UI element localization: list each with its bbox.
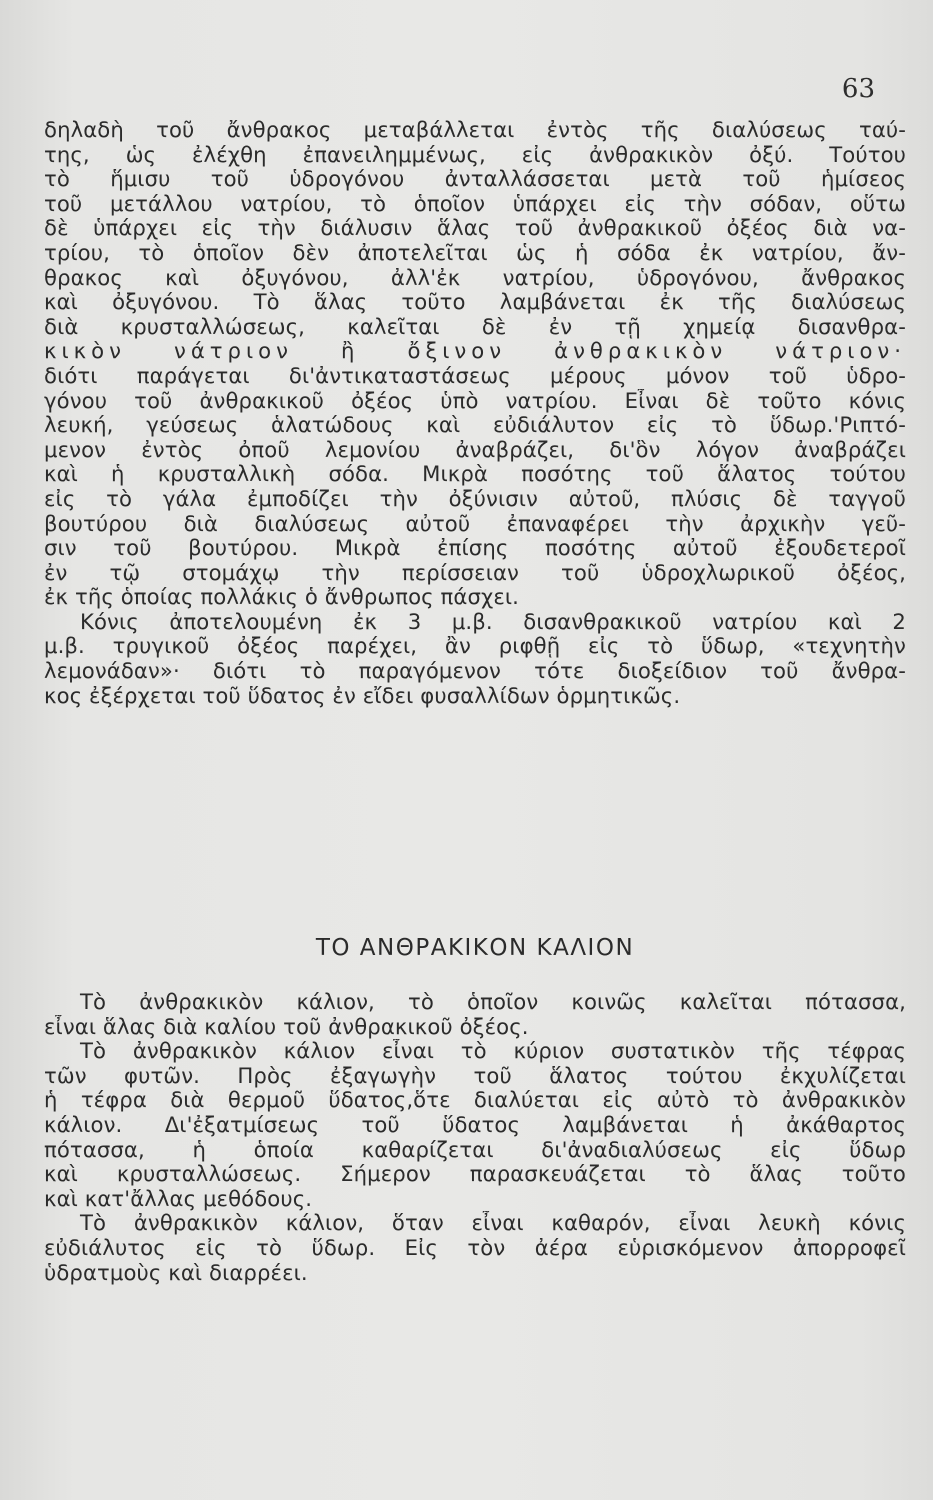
- text-line: Κόνις ἀποτελουμένη ἐκ 3 μ.β. δισανθρακικοῦ νατρίου καὶ 2: [80, 609, 906, 634]
- text-line: λευκή, γεύσεως ἁλατώδους καὶ εὐδιάλυτον εἰς τὸ ὕδωρ.'Ριπτό-: [44, 413, 906, 438]
- text-line: τὸ ἥμισυ τοῦ ὑδρογόνου ἀνταλλάσσεται μετὰ τοῦ ἡμίσεος: [44, 167, 906, 192]
- text-line: μ.β. τρυγικοῦ ὀξέος παρέχει, ἂν ριφθῇ εἰς τὸ ὕδωρ, «τεχνητὴν: [44, 634, 906, 659]
- text-line-spaced: κικὸν νάτριον ἢ ὄξινον ἀνθρακικὸν νάτριον·: [44, 339, 906, 364]
- text-line: τῶν φυτῶν. Πρὸς ἐξαγωγὴν τοῦ ἅλατος τούτου ἐκχυλίζεται: [44, 1063, 906, 1088]
- text-line: βουτύρου διὰ διαλύσεως αὐτοῦ ἐπαναφέρει τὴν ἀρχικὴν γεῦ-: [44, 511, 906, 536]
- text-line: δηλαδὴ τοῦ ἄνθρακος μεταβάλλεται ἐντὸς τῆς διαλύσεως ταύ-: [44, 118, 906, 142]
- text-line: ἐν τῷ στομάχῳ τὴν περίσσειαν τοῦ ὑδροχλωρικοῦ ὀξέος,: [44, 560, 906, 585]
- text-line: εἰς τὸ γάλα ἐμποδίζει τὴν ὀξύνισιν αὐτοῦ, πλύσις δὲ ταγγοῦ: [44, 486, 906, 511]
- text-line: Τὸ ἀνθρακικὸν κάλιον εἶναι τὸ κύριον συστατικὸν τῆς τέφρας: [80, 1039, 906, 1064]
- text-line: γόνου τοῦ ἀνθρακικοῦ ὀξέος ὑπὸ νατρίου. Εἶναι δὲ τοῦτο κόνις: [44, 388, 906, 413]
- text-line: λεμονάδαν»· διότι τὸ παραγόμενον τότε διοξείδιον τοῦ ἄνθρα-: [44, 659, 906, 684]
- text-line: διὰ κρυσταλλώσεως, καλεῖται δὲ ἐν τῇ χημείᾳ δισανθρα-: [44, 314, 906, 339]
- text-line: πότασσα, ἡ ὁποία καθαρίζεται δι'ἀναδιαλύσεως εἰς ὕδωρ: [44, 1137, 906, 1162]
- text-line: καὶ κατ'ἄλλας μεθόδους.: [44, 1186, 313, 1211]
- section-heading: ΤΟ ΑΝΘΡΑΚΙΚΟΝ ΚΑΛΙΟΝ: [315, 935, 635, 961]
- text-line: δὲ ὑπάρχει εἰς τὴν διάλυσιν ἅλας τοῦ ἀνθρακικοῦ ὀξέος διὰ να-: [44, 216, 906, 241]
- text-line: καὶ κρυσταλλώσεως. Σήμερον παρασκευάζεται τὸ ἅλας τοῦτο: [44, 1162, 906, 1187]
- text-line: ὑδρατμοὺς καὶ διαρρέει.: [44, 1260, 308, 1285]
- text-line: διότι παράγεται δι'ἀντικαταστάσεως μέρους μόνον τοῦ ὑδρο-: [44, 363, 906, 388]
- text-line: καὶ ἡ κρυσταλλικὴ σόδα. Μικρὰ ποσότης τοῦ ἅλατος τούτου: [44, 462, 906, 487]
- page-number: 63: [841, 74, 875, 104]
- text-line: εἶναι ἅλας διὰ καλίου τοῦ ἀνθρακικοῦ ὀξέος.: [44, 1014, 529, 1039]
- text-line: ἡ τέφρα διὰ θερμοῦ ὕδατος,ὅτε διαλύεται εἰς αὐτὸ τὸ ἀνθρακικὸν: [44, 1088, 906, 1113]
- text-line: της, ὡς ἐλέχθη ἐπανειλημμένως, εἰς ἀνθρακικὸν ὀξύ. Τούτου: [44, 142, 906, 167]
- text-line: τοῦ μετάλλου νατρίου, τὸ ὁποῖον ὑπάρχει εἰς τὴν σόδαν, οὕτω: [44, 191, 906, 216]
- text-line: σιν τοῦ βουτύρου. Μικρὰ ἐπίσης ποσότης αὐτοῦ ἐξουδετεροῖ: [44, 536, 906, 561]
- text-line: καὶ ὀξυγόνου. Τὸ ἅλας τοῦτο λαμβάνεται ἐκ τῆς διαλύσεως: [44, 290, 906, 315]
- text-line: τρίου, τὸ ὁποῖον δὲν ἀποτελεῖται ὡς ἡ σόδα ἐκ νατρίου, ἄν-: [44, 240, 906, 265]
- text-line: Τὸ ἀνθρακικὸν κάλιον, ὅταν εἶναι καθαρόν, εἶναι λευκὴ κόνις: [80, 1211, 906, 1236]
- text-line: εὐδιάλυτος εἰς τὸ ὕδωρ. Εἰς τὸν ἀέρα εὑρισκόμενον ἀπορροφεῖ: [44, 1235, 906, 1260]
- text-line: κάλιον. Δι'ἐξατμίσεως τοῦ ὕδατος λαμβάνεται ἡ ἀκάθαρτος: [44, 1112, 906, 1137]
- text-line: κος ἐξέρχεται τοῦ ὕδατος ἐν εἴδει φυσαλλίδων ὁρμητικῶς.: [44, 683, 681, 708]
- text-line: μενον ἐντὸς ὀποῦ λεμονίου ἀναβράζει, δι'ὃν λόγον ἀναβράζει: [44, 437, 906, 462]
- text-line: ἐκ τῆς ὁποίας πολλάκις ὁ ἄνθρωπος πάσχει.: [44, 585, 519, 610]
- text-line: θρακος καὶ ὀξυγόνου, ἀλλ'ἐκ νατρίου, ὑδρογόνου, ἄνθρακος: [44, 265, 906, 290]
- section-text-block: [44, 990, 906, 1285]
- text-line: Τὸ ἀνθρακικὸν κάλιον, τὸ ὁποῖον κοινῶς καλεῖται πότασσα,: [80, 990, 906, 1014]
- top-text-block: [44, 118, 906, 708]
